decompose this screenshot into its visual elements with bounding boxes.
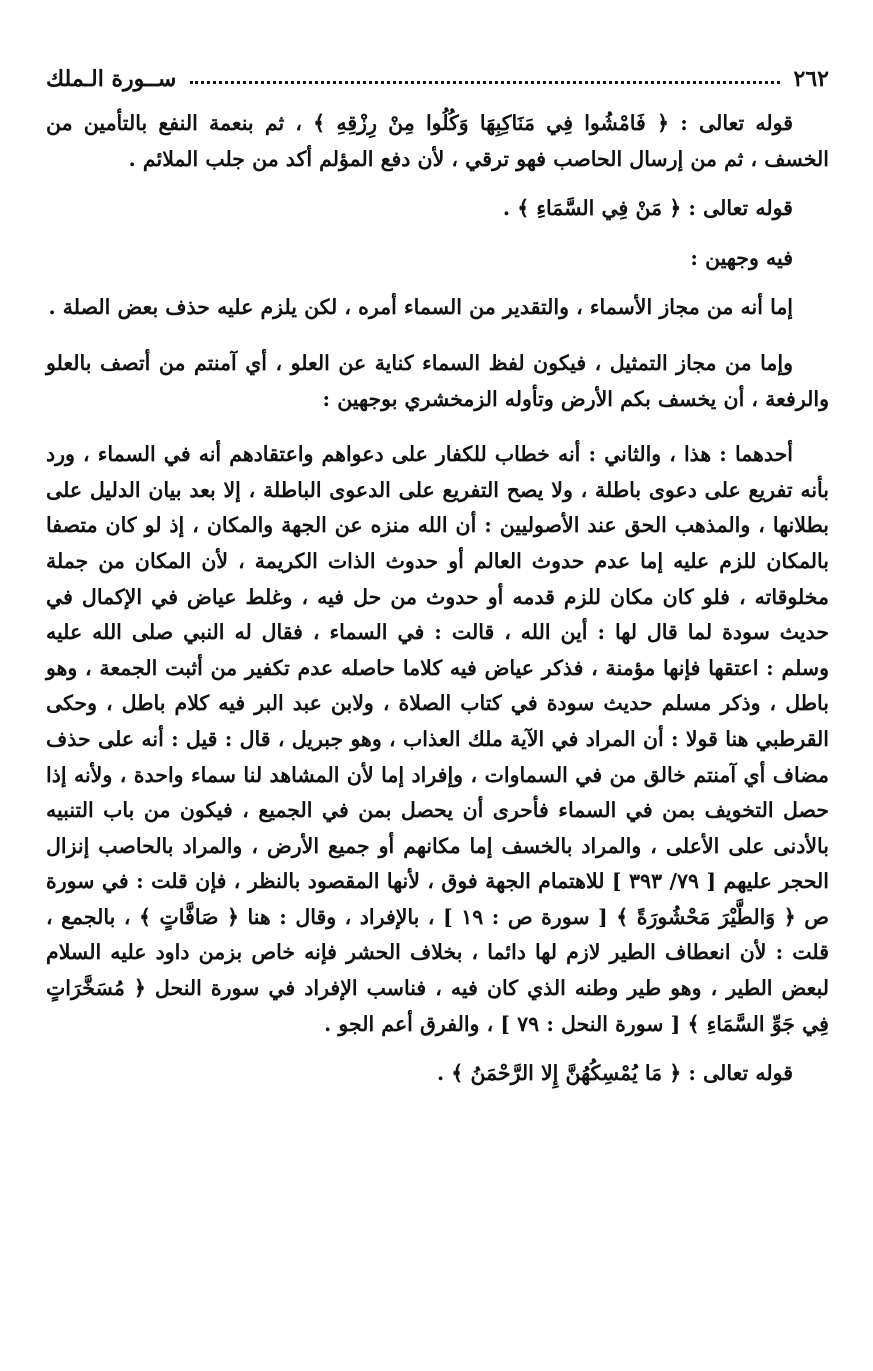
paragraph-6: أحدهما : هذا ، والثاني : أنه خطاب للكفار على دعواهم واعتقادهم أنه في السماء ، ورد بأنه تفريع على دعوى باطلة ، ولا يصح التفريع على الدعوى الباطلة ، إلا بعد بيان الدليل على بطلانها ، والمذهب الحق عند الأصوليين : أن الله منزه عن الجهة والمكان ، إذ لو كان متصفا بالمكان للزم عليه إما عدم حدوث العالم أو حدوث الذات الكريمة ، لأن المكان من جملة مخلوقاته ، فلو كان مكان للزم قدمه أو حدوث من حل فيه ، وغلط عياض في الإكمال في حديث سودة لما قال لها : أين الله ، قالت : في السماء ، فقال له النبي صلى الله عليه وسلم : اعتقها فإنها مؤمنة ، فذكر عياض فيه كلاما حاصله عدم تكفير من أثبت الجمعة ، وهو باطل ، وذكر مسلم حديث سودة في كتاب الصلاة ، ولابن عبد البر فيه كلام باطل ، وحكى القرطبي هنا قولا : أن المراد في الآية ملك العذاب ، وهو جبريل ، قال : قيل : أنه على حذف مضاف أي آمنتم خالق من في السماوات ، وإفراد إما لأن المشاهد لنا سماء واحدة ، ولأنه إذا حصل التخويف بمن في السماء فأحرى أن يحصل بمن في الجميع ، فيكون من باب التنبيه بالأدنى على الأعلى ، والمراد بالخسف إما مكانهم أو جميع الأرض ، والمراد بالحاصب إنزال الحجر عليهم [ ٧٩/ ٣٩٣ ] للاهتمام الجهة فوق ، لأنها المقصود بالنظر ، فإن قلت : في سورة ص ﴿ وَالطَّيْرَ مَحْشُورَةً ﴾ [ سورة ص : ١٩ ] ، بالإفراد ، وقال : هنا ﴿ صَافَّاتٍ ﴾ ، بالجمع ، قلت : لأن انعطاف الطير لازم لها دائما ، بخلاف الحشر فإنه خاص بزمن داود عليه السلام لبعض الطير ، وهو طير وطنه الذي كان فيه ، فناسب الإفراد في سورة النحل ﴿ مُسَخَّرَاتٍ فِي جَوِّ السَّمَاءِ ﴾ [ سورة النحل : ٧٩ ] ، والفرق أعم الجو . [46, 442, 830, 1036]
page-number: ٢٦٢ [793, 66, 829, 92]
surah-title: ســورة الـملك [46, 66, 177, 92]
paragraph-3: فيه وجهين : [690, 245, 793, 270]
paragraph-2: قوله تعالى : ﴿ مَنْ فِي السَّمَاءِ ﴾ . [502, 196, 793, 221]
page-header [46, 58, 829, 92]
paragraph-7: قوله تعالى : ﴿ مَا يُمْسِكُهُنَّ إِلا الرَّحْمَنُ ﴾ . [437, 1061, 793, 1086]
page-body [46, 106, 829, 1092]
paragraph-1: قوله تعالى : ﴿ فَامْشُوا فِي مَنَاكِبِهَا وَكُلُوا مِنْ رِزْقِهِ ﴾ ، ثم بنعمة النفع بالتأمين من الخسف ، ثم من إرسال الحاصب فهو ترقي ، لأن دفع المؤلم أكد من جلب الملائم . [46, 111, 829, 171]
paragraph-4: إما أنه من مجاز الأسماء ، والتقدير من السماء أمره ، لكن يلزم عليه حذف بعض الصلة . [48, 295, 793, 320]
header-dotted-leader [190, 81, 779, 84]
paragraph-5: وإما من مجاز التمثيل ، فيكون لفظ السماء كناية عن العلو ، أي آمنتم من أتصف بالعلو والرفعة ، أن يخسف بكم الأرض وتأوله الزمخشري بوجهين : [46, 350, 829, 411]
